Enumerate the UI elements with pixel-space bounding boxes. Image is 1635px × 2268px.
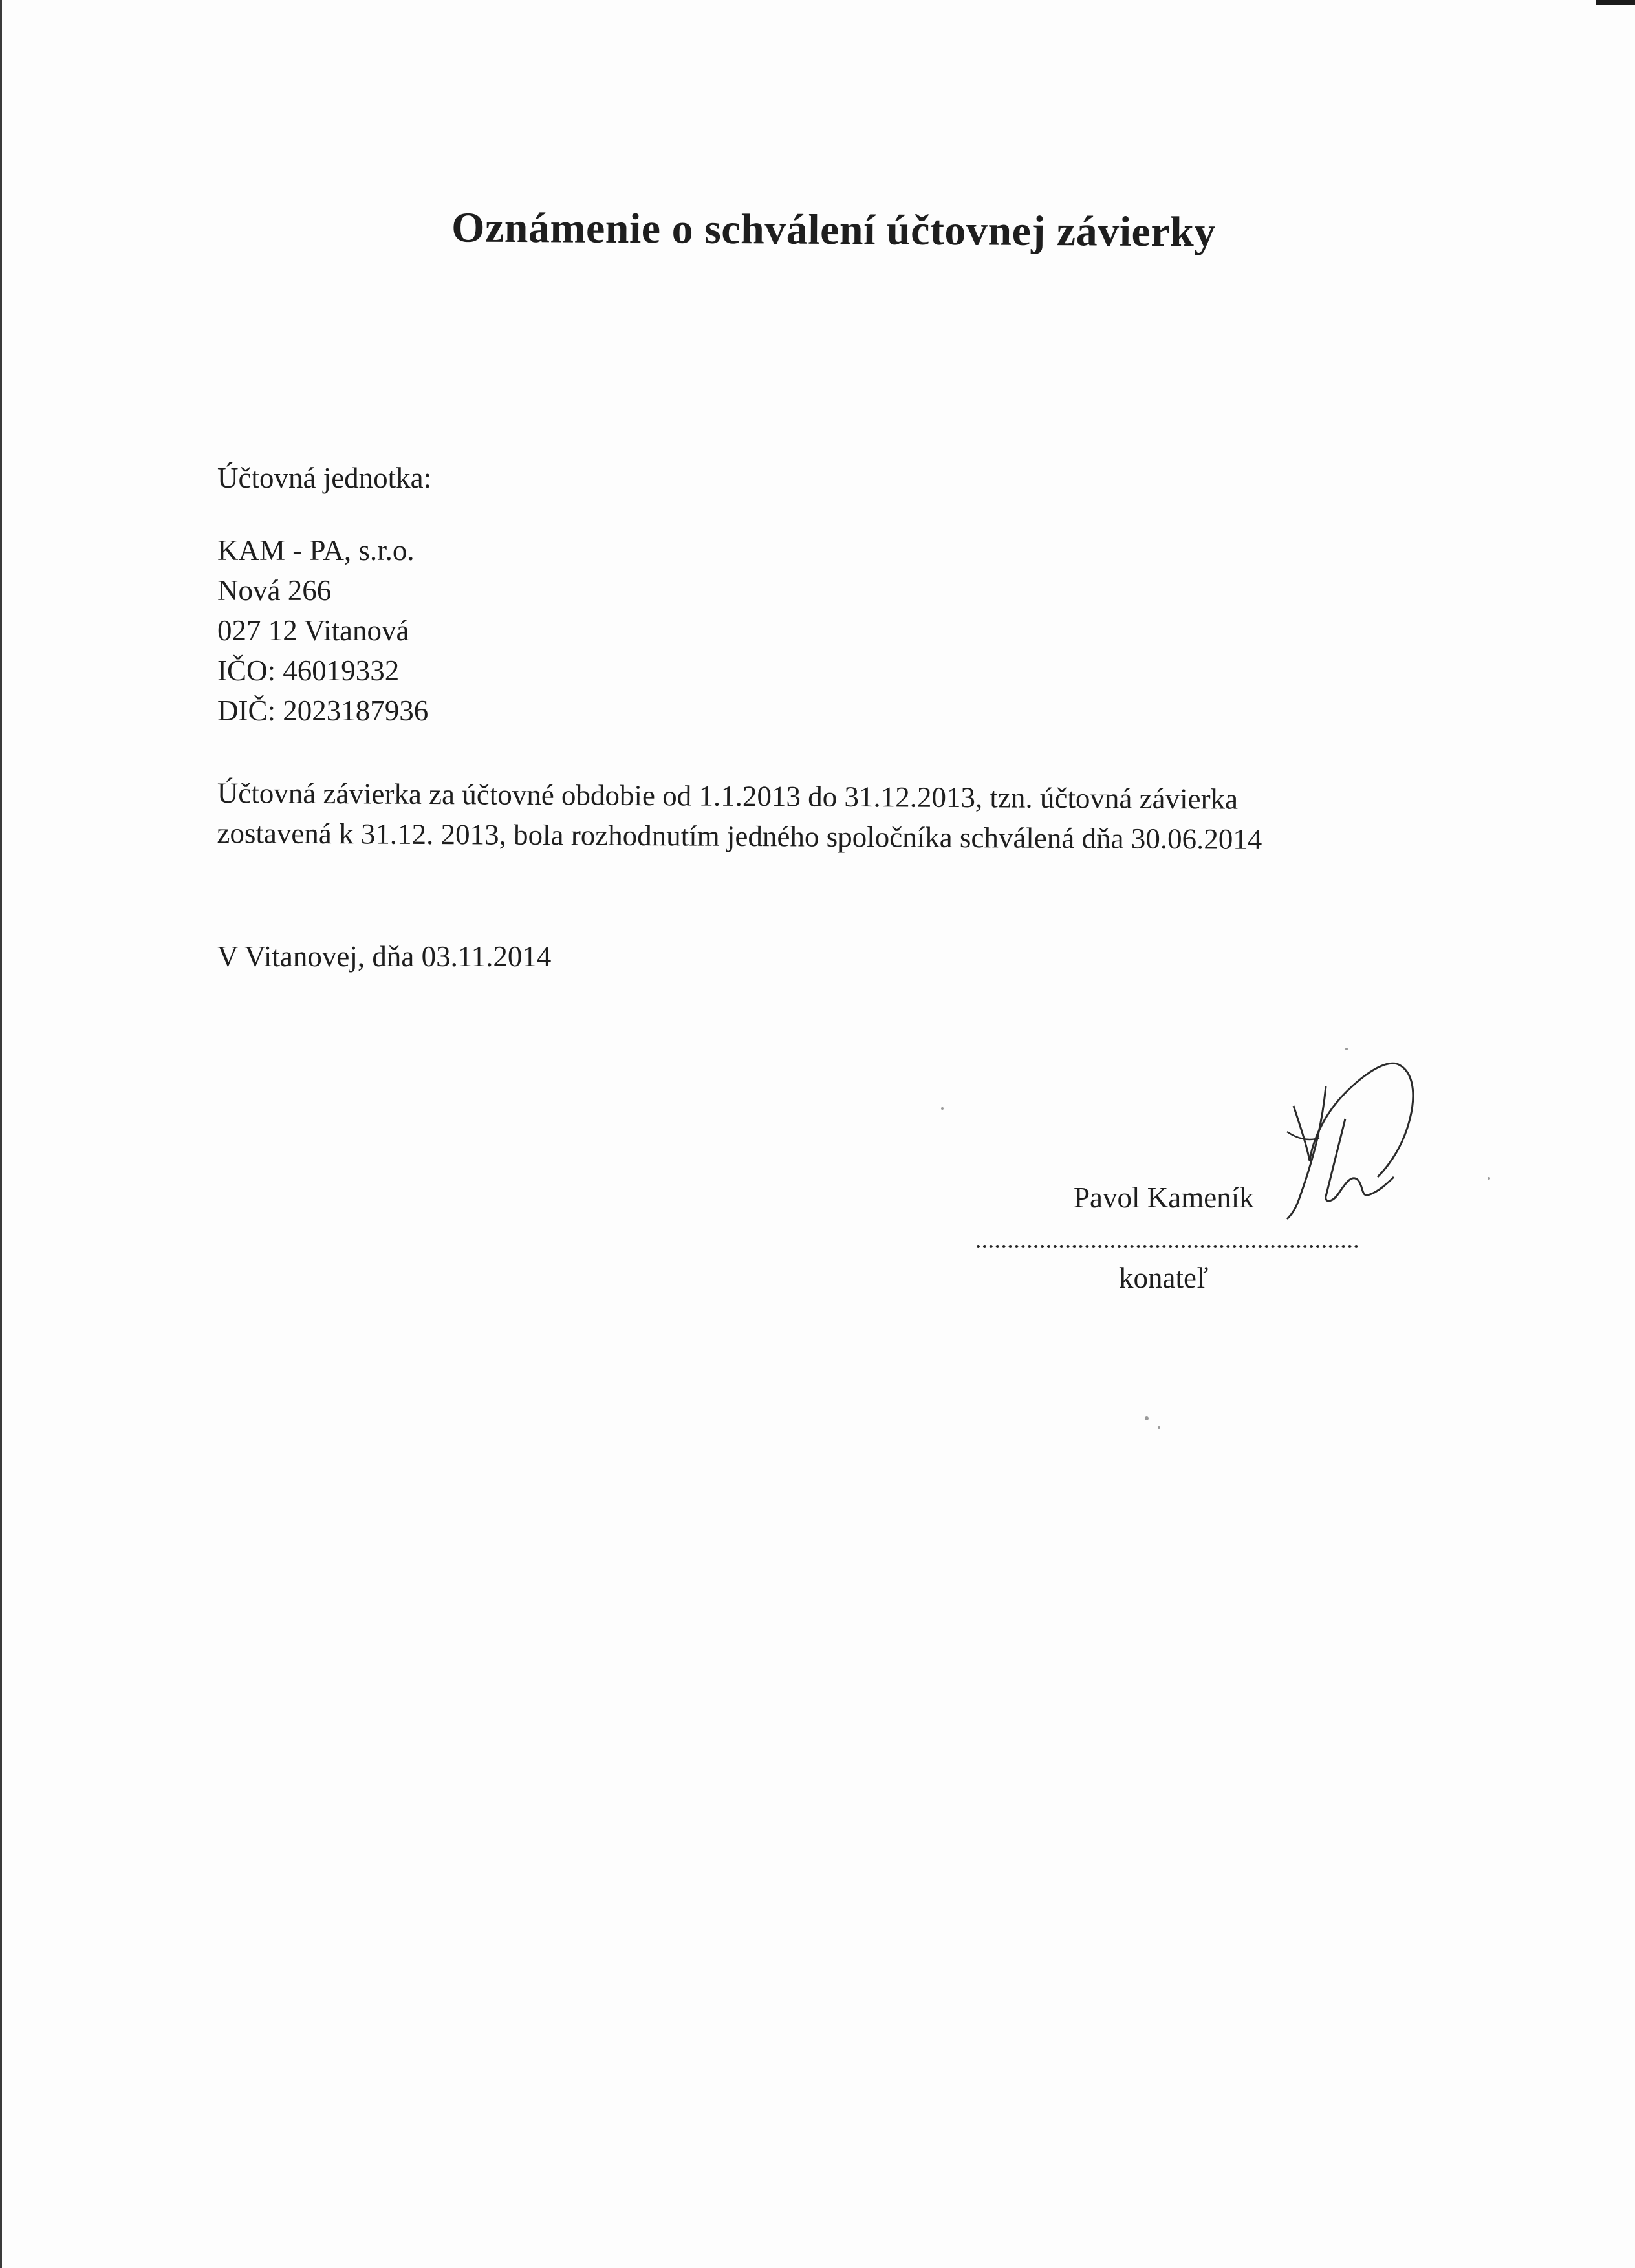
- entity-label: Účtovná jednotka:: [217, 462, 432, 494]
- document-title: Oznámenie o schválení účtovnej závierky: [451, 204, 1217, 256]
- entity-ico: IČO: 46019332: [217, 654, 400, 687]
- statement-line-2: zostavená k 31.12. 2013, bola rozhodnutím jedného spoločníka schválená dňa 30.06.2014: [217, 816, 1262, 856]
- scan-speck: [1158, 1426, 1160, 1429]
- signatory-name: Pavol Kameník: [1074, 1182, 1254, 1214]
- scan-speck: [1145, 1416, 1149, 1420]
- entity-dic: DIČ: 2023187936: [217, 695, 429, 727]
- statement-line-1: Účtovná závierka za účtovné obdobie od 1.1.2013 do 31.12.2013, tzn. účtovná závierka: [217, 776, 1239, 815]
- scan-edge-mark: [1596, 0, 1635, 5]
- place-date: V Vitanovej, dňa 03.11.2014: [217, 940, 552, 973]
- scan-speck: [1345, 1048, 1348, 1050]
- approval-statement: [217, 773, 1262, 859]
- scan-edge: [0, 0, 2, 2268]
- entity-city: 027 12 Vitanová: [217, 614, 409, 647]
- entity-street: Nová 266: [217, 574, 332, 607]
- entity-name: KAM - PA, s.r.o.: [217, 534, 415, 567]
- signature-dotted-line: [977, 1245, 1358, 1248]
- scan-speck: [941, 1107, 944, 1110]
- handwritten-signature: [1248, 1048, 1442, 1255]
- entity-address: [217, 530, 428, 731]
- signatory-role: konateľ: [1119, 1262, 1209, 1294]
- scan-speck: [1488, 1177, 1490, 1180]
